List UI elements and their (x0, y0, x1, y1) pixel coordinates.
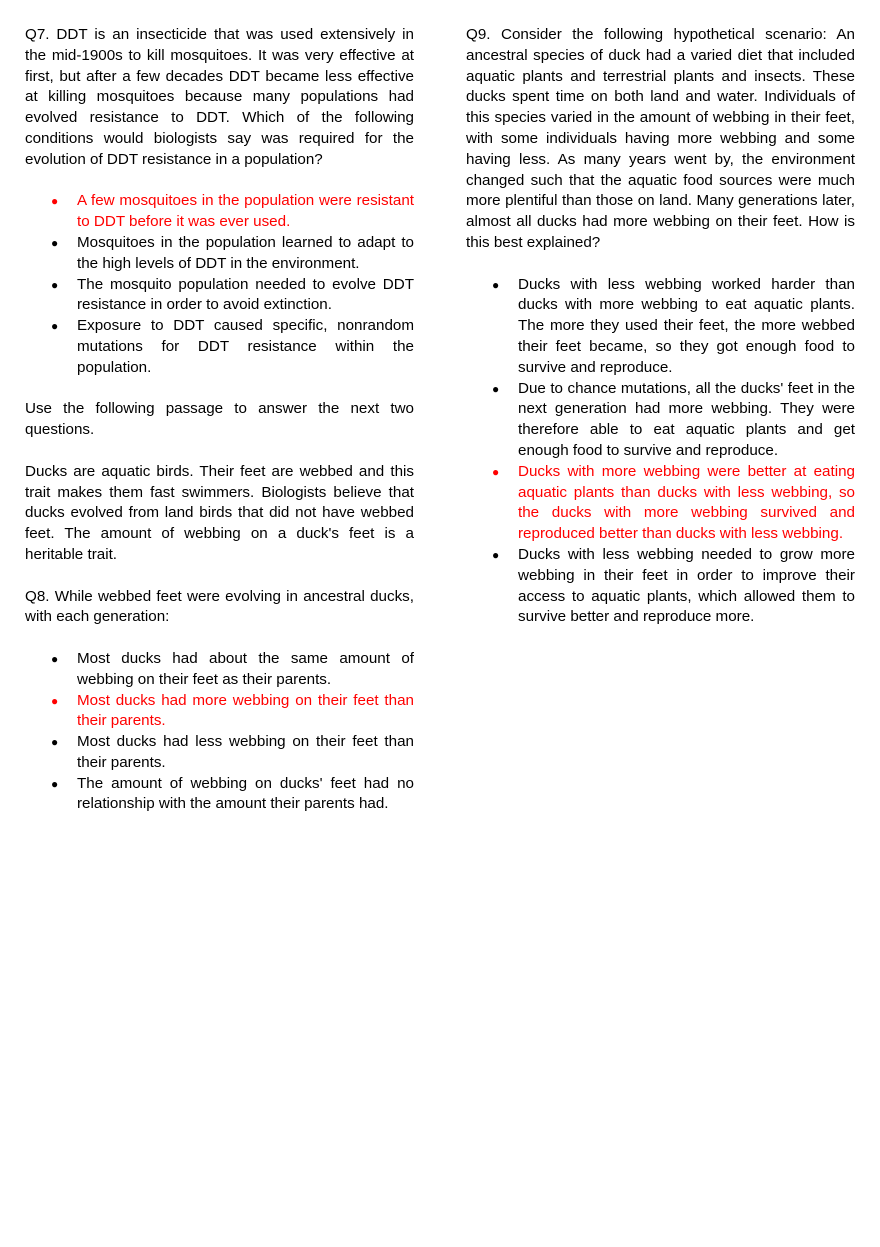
q8-prompt: Q8. While webbed feet were evolving in ancestral ducks, with each generation: (25, 587, 414, 626)
q8-option: ● The amount of webbing on ducks' feet had no relationship with the amount their parents had. (25, 774, 414, 816)
q8-option: ● Most ducks had less webbing on their feet than their parents. (25, 732, 414, 774)
q8-option: ● Most ducks had about the same amount of webbing on their feet as their parents. (25, 649, 414, 691)
duck-passage: Ducks are aquatic birds. Their feet are webbed and this trait makes them fast swimmers. Biologists believe that ducks evolved from land birds that did not have webbed feet. The amount of webbing on a duck's feet is a heritable trait. (25, 462, 414, 563)
q9-option-correct: ● Ducks with more webbing were better at eating aquatic plants than ducks with less webbing, so the ducks with more webbing survived and reproduced better than ducks with less webbing. (466, 462, 855, 545)
right-column (466, 25, 855, 628)
passage-instruction: Use the following passage to answer the next two questions. (25, 400, 414, 439)
q8-options (25, 649, 414, 815)
left-column (25, 25, 414, 815)
q7-option-correct: ● A few mosquitoes in the population were resistant to DDT before it was ever used. (25, 191, 414, 233)
q8-option-correct: ● Most ducks had more webbing on their feet than their parents. (25, 691, 414, 733)
q7-option: ● Exposure to DDT caused specific, nonrandom mutations for DDT resistance within the population. (25, 316, 414, 378)
q9-option: ● Ducks with less webbing needed to grow more webbing in their feet in order to improve their access to aquatic plants, which allowed them to survive better and reproduce more. (466, 545, 855, 628)
q9-option: ● Due to chance mutations, all the ducks' feet in the next generation had more webbing. They were therefore able to eat aquatic plants and get enough food to survive and reproduce. (466, 379, 855, 462)
q7-option: ● Mosquitoes in the population learned to adapt to the high levels of DDT in the environment. (25, 233, 414, 275)
q9-option: ● Ducks with less webbing worked harder than ducks with more webbing to eat aquatic plants. The more they used their feet, the more webbed their feet became, so they got enough food to survive and reproduce. (466, 275, 855, 379)
q7-prompt: Q7. DDT is an insecticide that was used extensively in the mid-1900s to kill mosquitoes. It was very effective at first, but after a few decades DDT became less effective at killing mosquitoes because many populations had evolved resistance to DDT. Which of the following conditions would biologists say was required for the evolution of DDT resistance in a population? (25, 26, 414, 168)
q9-prompt: Q9. Consider the following hypothetical scenario: An ancestral species of duck had a varied diet that included aquatic plants and terrestrial plants and insects. These ducks spent time on both land and water. Individuals of this species varied in the amount of webbing in their feet, with some individuals having more webbing and some having less. As many years went by, the environment changed such that the aquatic food sources were much more plentiful than those on land. Many generations later, almost all ducks had more webbing on their feet. How is this best explained? (466, 26, 855, 251)
q7-options (25, 191, 414, 378)
q7-option: ● The mosquito population needed to evolve DDT resistance in order to avoid extinction. (25, 275, 414, 317)
q9-options (466, 275, 855, 629)
